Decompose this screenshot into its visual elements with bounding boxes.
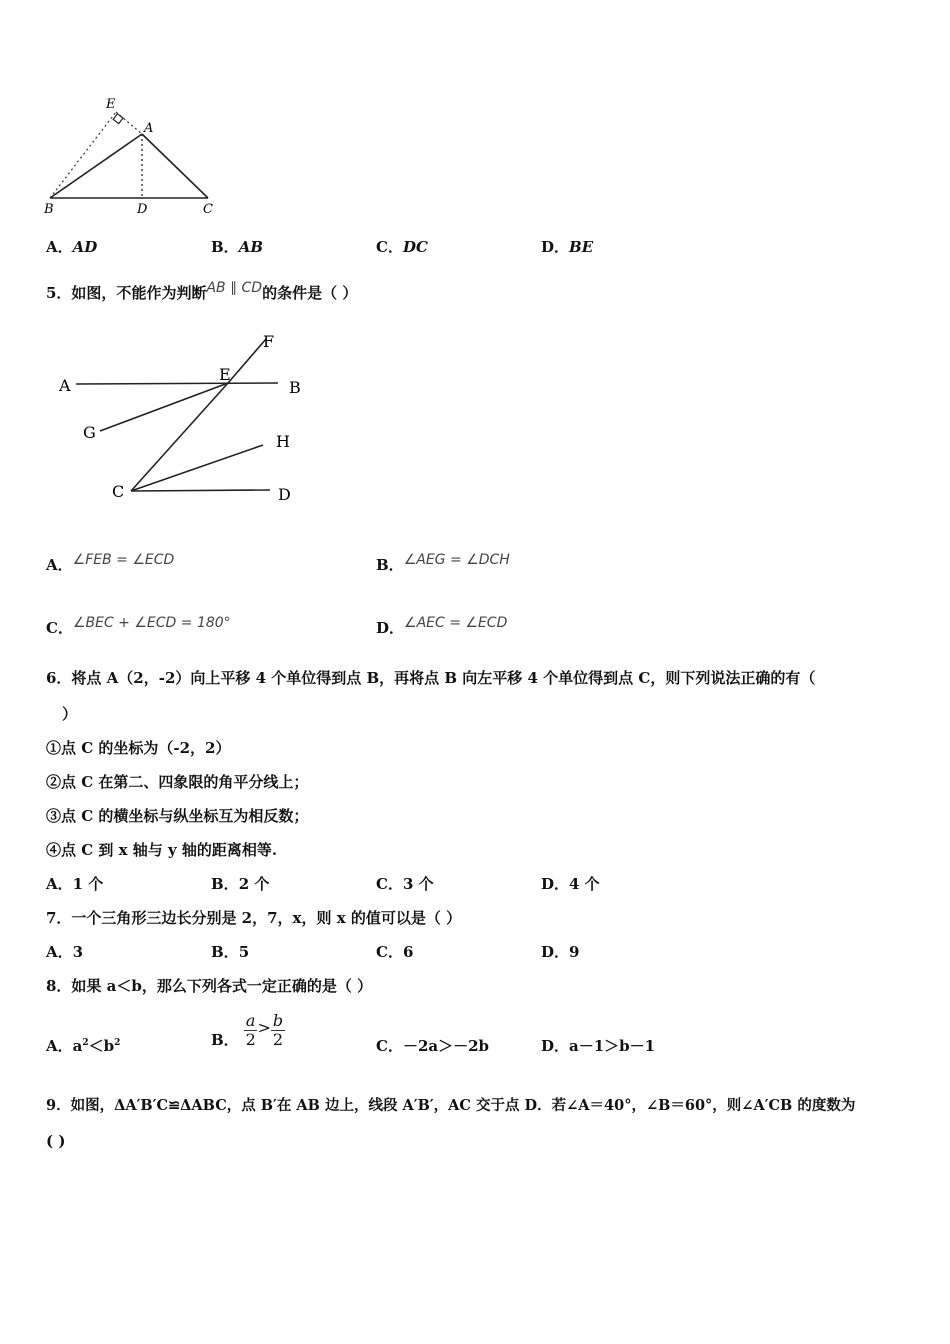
q5-option-c[interactable]: C．∠BEC + ∠ECD = 180° <box>46 615 231 637</box>
right-angle-mark <box>113 114 123 124</box>
fraction-a-over-2: $\frac{a}{2}$ <box>245 1011 256 1049</box>
line-eg <box>100 383 228 431</box>
q6-statement-4: ④点 C 到 x 轴与 y 轴的距离相等. <box>46 841 278 859</box>
q8-option-d[interactable]: D．a－1＞b－1 <box>541 1037 656 1055</box>
q4-option-a[interactable]: A．AD <box>46 238 98 256</box>
label-d: D <box>278 485 291 504</box>
line-cd <box>131 490 270 491</box>
label-c: C <box>112 482 125 501</box>
q4-option-b[interactable]: B．AB <box>211 238 264 256</box>
label-b: B <box>44 202 54 217</box>
figure-q5 <box>48 325 318 510</box>
figure-q4 <box>38 92 228 222</box>
q7-option-b[interactable]: B．5 <box>211 943 250 961</box>
q6-option-c[interactable]: C．3 个 <box>376 875 434 893</box>
q9-stem-line2: ( ) <box>46 1132 66 1150</box>
q7-stem: 7．一个三角形三边长分别是 2，7，x，则 x 的值可以是（ ） <box>46 909 462 927</box>
label-e: E <box>219 365 231 384</box>
fraction-b-over-2: $\frac{b}{2}$ <box>272 1011 284 1049</box>
label-a: A <box>144 121 154 136</box>
label-a: A <box>59 376 71 395</box>
q8-option-c[interactable]: C．－2a＞－2b <box>376 1037 490 1055</box>
segment-ac <box>142 134 208 198</box>
q6-option-d[interactable]: D．4 个 <box>541 875 600 893</box>
label-g: G <box>83 423 96 442</box>
q5-stem: 5．如图，不能作为判断AB ∥ CD的条件是（ ） <box>46 280 358 302</box>
q8-stem: 8．如果 a＜b，那么下列各式一定正确的是（ ） <box>46 977 373 995</box>
q6-statement-2: ②点 C 在第二、四象限的角平分线上； <box>46 773 309 791</box>
q8-option-b[interactable]: B． $\frac{a}{2}$ > $\frac{b}{2}$ <box>211 1011 284 1049</box>
q7-option-a[interactable]: A．3 <box>46 943 84 961</box>
q7-option-d[interactable]: D．9 <box>541 943 580 961</box>
label-d: D <box>137 202 148 217</box>
line-ef <box>228 339 266 383</box>
q6-statement-1: ①点 C 的坐标为（-2，2） <box>46 739 231 757</box>
label-h: H <box>276 432 290 451</box>
label-e: E <box>106 97 116 112</box>
line-ab <box>76 383 278 384</box>
q9-stem-line1: 9．如图，ΔA′B′C≌ΔABC，点 B′在 AB 边上，线段 A′B′，AC 交于点 D．若∠A＝40°，∠B＝60°，则∠A′CB 的度数为 <box>46 1097 856 1114</box>
segment-ba <box>50 134 142 198</box>
label-f: F <box>263 332 275 351</box>
label-c: C <box>203 202 213 217</box>
q6-statement-3: ③点 C 的横坐标与纵坐标互为相反数； <box>46 807 309 825</box>
segment-be-dotted <box>50 112 116 198</box>
q7-option-c[interactable]: C．6 <box>376 943 414 961</box>
q5-math-ab-parallel-cd: AB ∥ CD <box>206 280 263 296</box>
q6-stem-line2: ） <box>62 705 78 723</box>
q5-option-b[interactable]: B．∠AEG = ∠DCH <box>376 552 510 574</box>
q8-option-a[interactable]: A．$a^2<b^2$ <box>46 1037 121 1055</box>
q4-option-d[interactable]: D．BE <box>541 238 594 256</box>
q6-stem-line1: 6．将点 A（2，-2）向上平移 4 个单位得到点 B，再将点 B 向左平移 4 个单位得到点 C，则下列说法正确的有（ <box>46 669 816 687</box>
label-b: B <box>289 378 301 397</box>
q5-option-d[interactable]: D．∠AEC = ∠ECD <box>376 615 508 637</box>
q4-option-c[interactable]: C．DC <box>376 238 428 256</box>
q5-option-a[interactable]: A．∠FEB = ∠ECD <box>46 552 175 574</box>
q6-option-a[interactable]: A．1 个 <box>46 875 104 893</box>
q6-option-b[interactable]: B．2 个 <box>211 875 270 893</box>
